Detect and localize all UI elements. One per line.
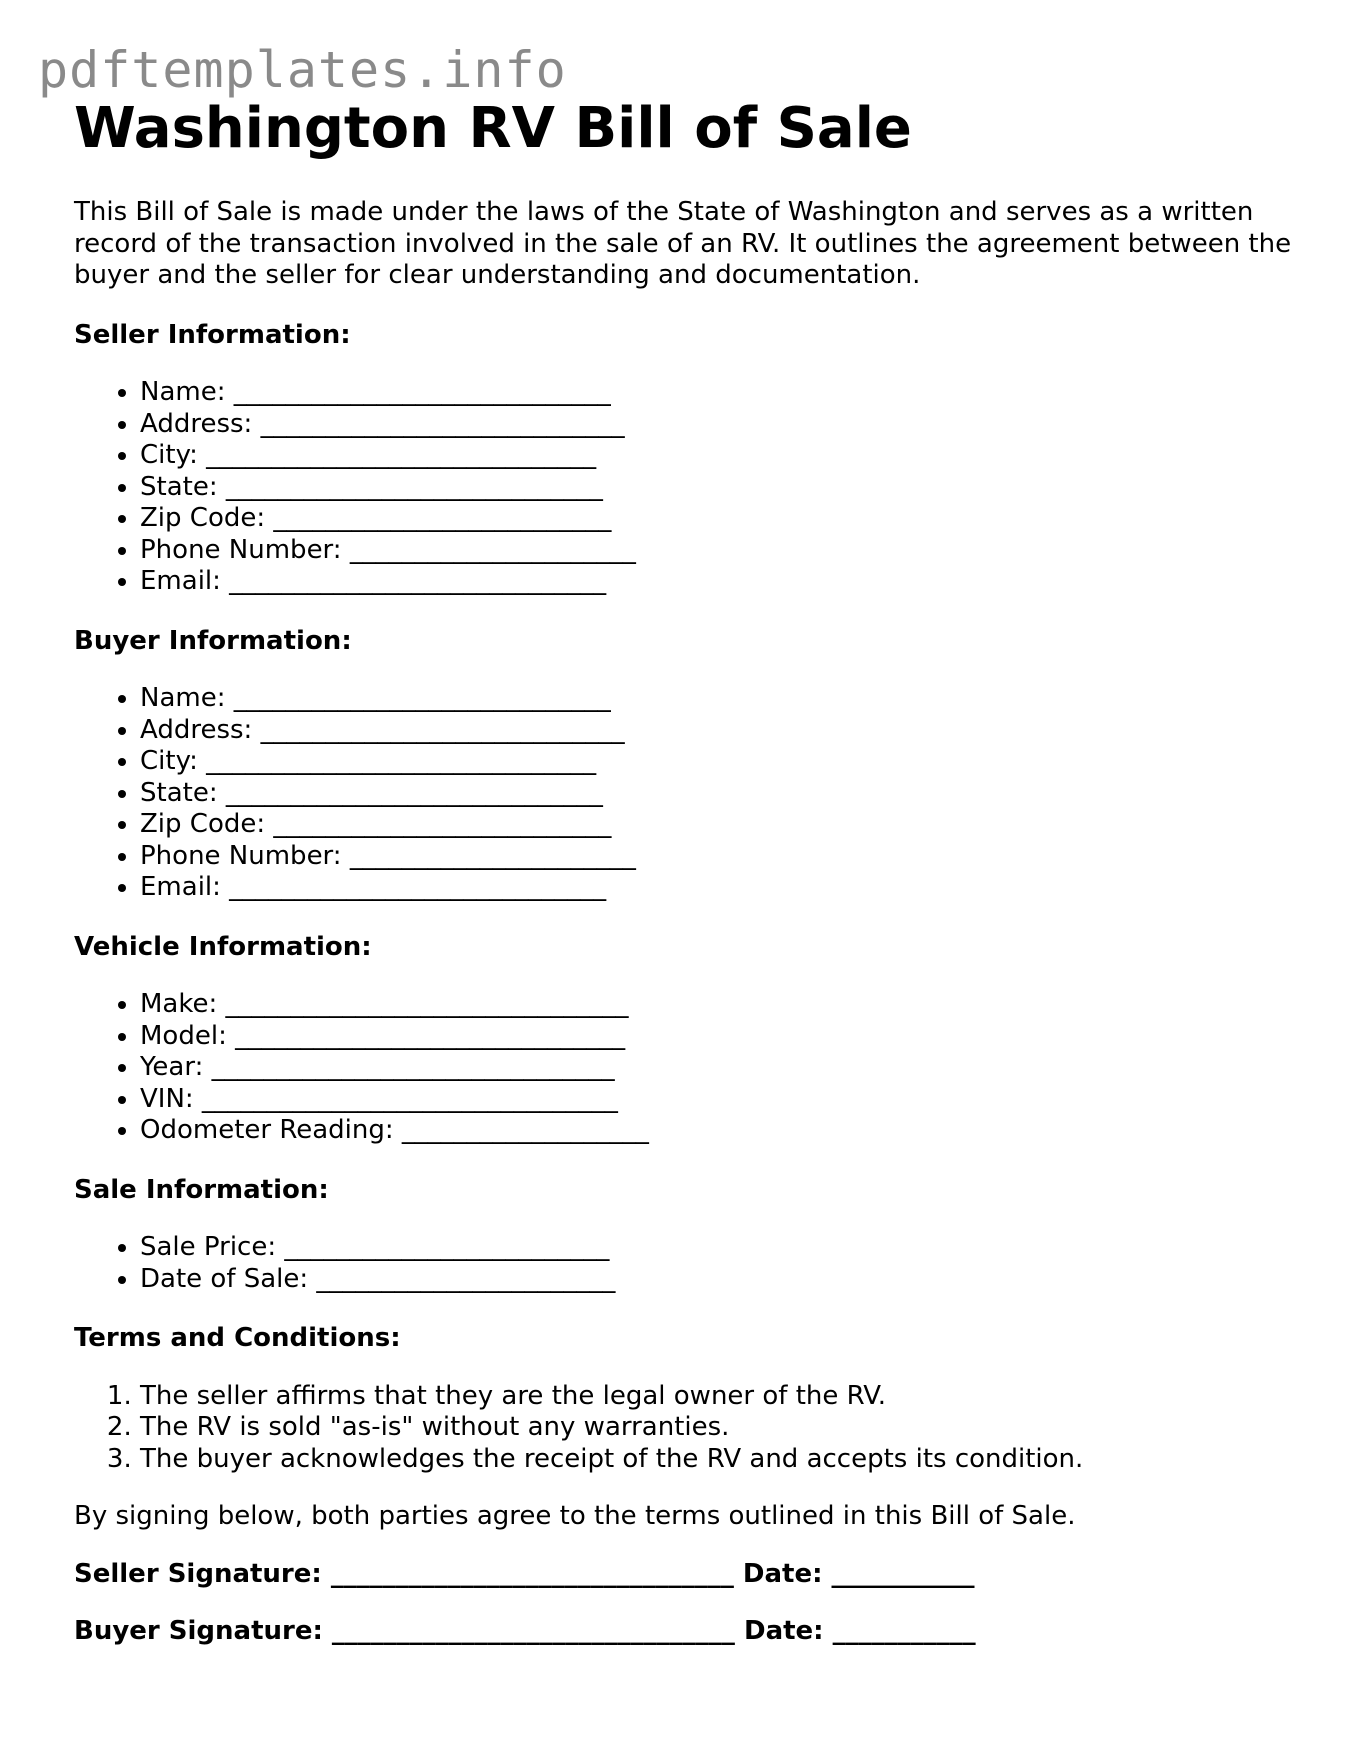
terms-item: 1. The seller affirms that they are the legal owner of the RV. (140, 1381, 1294, 1413)
buyer-phone-field: • Phone Number: ______________________ (140, 841, 1294, 873)
buyer-state-field: • State: _____________________________ (140, 778, 1294, 810)
buyer-field-list (74, 683, 1294, 904)
seller-field-list (74, 377, 1294, 598)
vehicle-model-field: • Model: ______________________________ (140, 1021, 1294, 1053)
buyer-section-heading: Buyer Information: (74, 625, 352, 656)
seller-email-field: • Email: _____________________________ (140, 566, 1294, 598)
vehicle-year-field: • Year: _______________________________ (140, 1052, 1294, 1084)
terms-section-heading: Terms and Conditions: (74, 1323, 401, 1353)
vehicle-odometer-field: • Odometer Reading: ___________________ (140, 1115, 1294, 1147)
seller-zip-field: • Zip Code: __________________________ (140, 503, 1294, 535)
buyer-name-field: • Name: _____________________________ (140, 683, 1294, 715)
sale-date-field: • Date of Sale: _______________________ (140, 1264, 1294, 1296)
watermark-text: pdftemplates.info (38, 41, 567, 99)
buyer-city-field: • City: ______________________________ (140, 746, 1294, 778)
buyer-signature-line: Buyer Signature: _______________________________ Date: ___________ (74, 1616, 976, 1646)
terms-list (74, 1381, 1294, 1476)
agreement-statement: By signing below, both parties agree to the terms outlined in this Bill of Sale. (74, 1501, 1076, 1531)
vehicle-field-list (74, 989, 1294, 1147)
sale-section-heading: Sale Information: (74, 1174, 329, 1205)
seller-signature-line: Seller Signature: _______________________________ Date: ___________ (74, 1558, 975, 1589)
seller-phone-field: • Phone Number: ______________________ (140, 535, 1294, 567)
vehicle-vin-field: • VIN: ________________________________ (140, 1084, 1294, 1116)
sale-field-list (74, 1232, 1294, 1295)
buyer-email-field: • Email: _____________________________ (140, 872, 1294, 904)
terms-item: 3. The buyer acknowledges the receipt of the RV and accepts its condition. (140, 1444, 1294, 1476)
buyer-zip-field: • Zip Code: __________________________ (140, 809, 1294, 841)
sale-price-field: • Sale Price: _________________________ (140, 1232, 1294, 1264)
seller-section-heading: Seller Information: (74, 319, 351, 350)
document-body (74, 95, 1294, 1648)
seller-state-field: • State: _____________________________ (140, 472, 1294, 504)
intro-paragraph: This Bill of Sale is made under the laws of the State of Washington and serves as a written record of the transaction involved in the sale of an RV. It outlines the agreement between the buyer and the seller for clear understanding and documentation. (74, 197, 1292, 290)
seller-city-field: • City: ______________________________ (140, 440, 1294, 472)
seller-address-field: • Address: ____________________________ (140, 409, 1294, 441)
seller-name-field: • Name: _____________________________ (140, 377, 1294, 409)
page-title: Washington RV Bill of Sale (74, 96, 912, 161)
vehicle-make-field: • Make: _______________________________ (140, 989, 1294, 1021)
terms-item: 2. The RV is sold "as-is" without any warranties. (140, 1412, 1294, 1444)
buyer-address-field: • Address: ____________________________ (140, 715, 1294, 747)
vehicle-section-heading: Vehicle Information: (74, 931, 372, 962)
